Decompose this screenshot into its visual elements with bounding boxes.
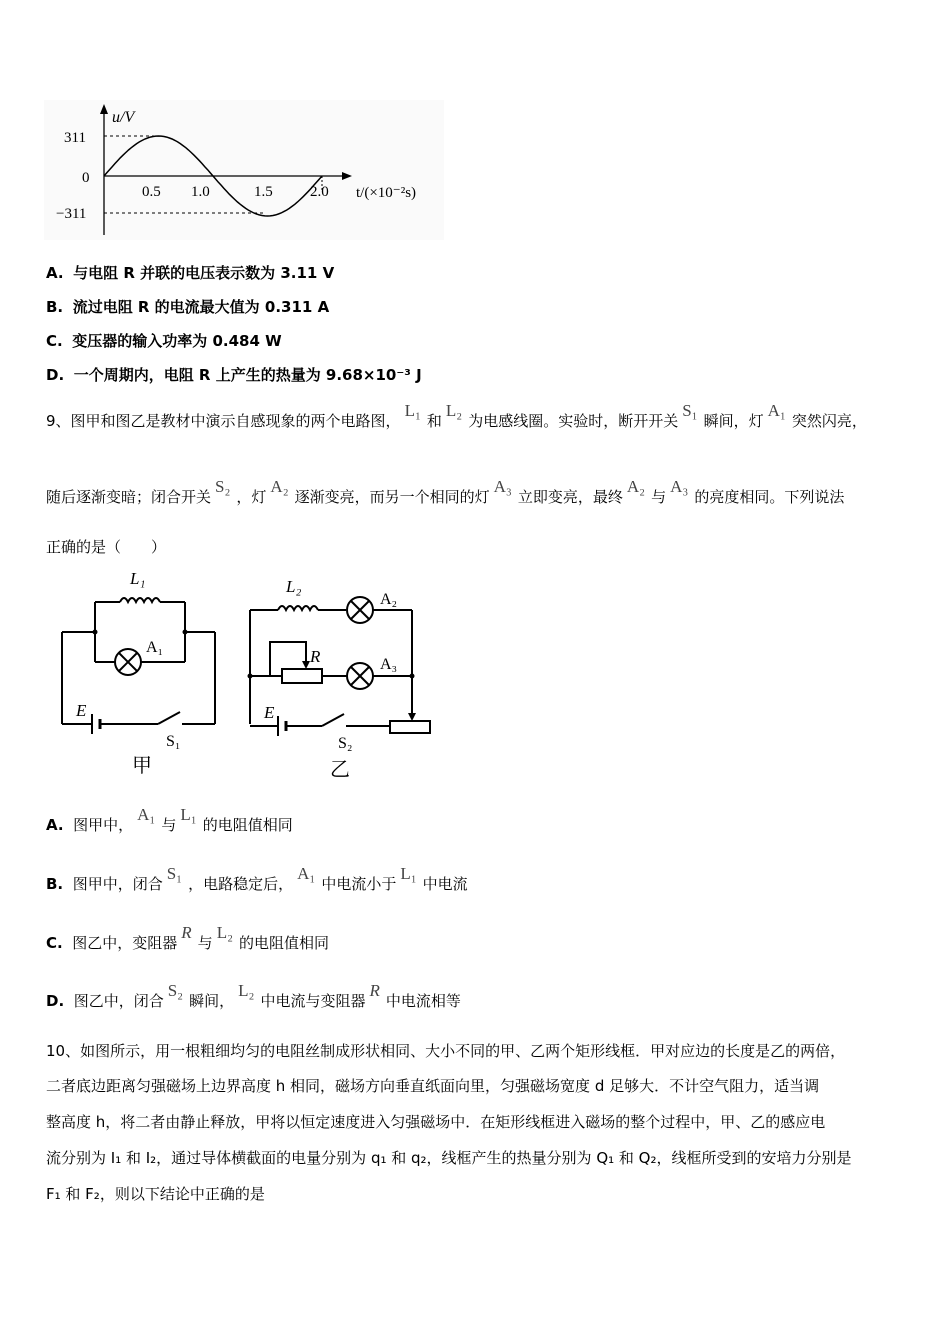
voltage-time-chart xyxy=(44,100,444,240)
x-tick-0.5: 0.5 xyxy=(142,184,161,200)
y-tick-311: 311 xyxy=(64,130,86,146)
label-s1: S₁ xyxy=(166,733,181,750)
label-yi: 乙 xyxy=(330,759,350,781)
rheostat-slider-arrow xyxy=(408,713,416,721)
label-l2: L₂ xyxy=(286,577,302,596)
node xyxy=(183,630,188,635)
q9-option-d: D. 图乙中，闭合S₂瞬间，L₂中电流与变阻器R中电流相等 xyxy=(46,981,461,1010)
x-axis-label: t/(×10⁻²s) xyxy=(356,185,417,201)
label-a2: A₂ xyxy=(380,591,398,608)
switch-s2 xyxy=(322,714,344,726)
rheostat-bottom xyxy=(390,721,430,733)
q9-option-b: B. 图甲中，闭合S₁，电路稳定后，A₁中电流小于L₁中电流 xyxy=(46,864,468,893)
label-l1: L₁ xyxy=(130,569,146,588)
label-a1: A₁ xyxy=(146,639,164,656)
rheostat-r-slider xyxy=(270,642,306,676)
x-tick-1.0: 1.0 xyxy=(191,184,210,200)
q8-option-a: A. 与电阻 R 并联的电压表示数为 3.11 V xyxy=(46,264,335,282)
node xyxy=(93,630,98,635)
switch-s1 xyxy=(158,712,180,724)
x-tick-2.0: 2.0 xyxy=(310,184,329,200)
q9-option-a: A. 图甲中，A₁与L₁的电阻值相同 xyxy=(46,805,293,834)
q10-line4: 流分别为 I₁ 和 I₂，通过导体横截面的电量分别为 q₁ 和 q₂，线框产生的热量分别为 Q₁ 和 Q₂，线框所受到的安培力分别是 xyxy=(46,1149,852,1167)
q9-option-c: C. 图乙中，变阻器R与L₂的电阻值相同 xyxy=(46,923,330,952)
circuit-figure xyxy=(50,566,440,786)
label-s2: S₂ xyxy=(338,735,353,752)
x-tick-1.5: 1.5 xyxy=(254,184,273,200)
q10-line5: F₁ 和 F₂，则以下结论中正确的是 xyxy=(46,1185,265,1203)
q9-stem-line2: 随后逐渐变暗；闭合开关S₂，灯A₂逐渐变亮，而另一个相同的灯A₃立即变亮，最终A₂与A₃的亮度相同。下列说法 xyxy=(46,477,845,506)
inductor-l1 xyxy=(120,598,160,602)
y-tick-0: 0 xyxy=(82,170,90,186)
label-r: R xyxy=(310,647,321,666)
rheostat-r-arrow xyxy=(302,661,310,669)
rheostat-r xyxy=(282,669,322,683)
node xyxy=(410,674,415,679)
label-e2: E xyxy=(264,703,275,722)
node xyxy=(248,674,253,679)
q10-line3: 整高度 h，将二者由静止释放，甲将以恒定速度进入匀强磁场中．在矩形线框进入磁场的整个过程中，甲、乙的感应电 xyxy=(46,1113,826,1131)
q8-option-b: B. 流过电阻 R 的电流最大值为 0.311 A xyxy=(46,298,330,316)
label-e1: E xyxy=(76,701,87,720)
q10-line1: 10、如图所示，用一根粗细均匀的电阻丝制成形状相同、大小不同的甲、乙两个矩形线框．甲对应边的长度是乙的两倍， xyxy=(46,1042,846,1060)
y-tick-neg311: −311 xyxy=(56,206,87,222)
q8-option-d: D. 一个周期内，电阻 R 上产生的热量为 9.68×10⁻³ J xyxy=(46,366,422,384)
label-a3: A₃ xyxy=(380,656,398,673)
q9-stem-line3: 正确的是（ ） xyxy=(46,538,167,556)
inductor-l2 xyxy=(278,606,318,610)
label-jia: 甲 xyxy=(132,755,152,777)
y-axis-label: u/V xyxy=(112,109,135,126)
q10-line2: 二者底边距离匀强磁场上边界高度 h 相同，磁场方向垂直纸面向里，匀强磁场宽度 d 足够大．不计空气阻力，适当调 xyxy=(46,1077,820,1095)
q9-stem-line1: 9、图甲和图乙是教材中演示自感现象的两个电路图，L₁和L₂为电感线圈。实验时，断开开关S₁瞬间，灯A₁突然闪亮， xyxy=(46,401,867,430)
q8-option-c: C. 变压器的输入功率为 0.484 W xyxy=(46,332,282,350)
